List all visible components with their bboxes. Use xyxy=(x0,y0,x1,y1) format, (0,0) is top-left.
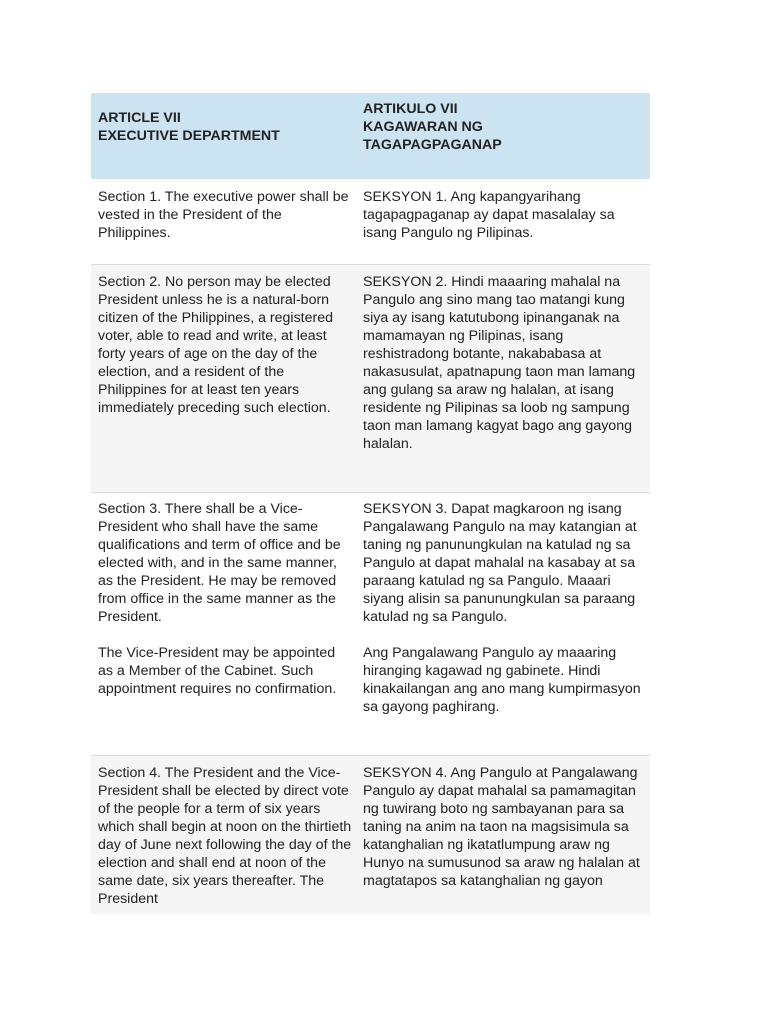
section-2-filipino xyxy=(355,265,650,492)
bilingual-constitution-table xyxy=(91,93,650,914)
table-row xyxy=(91,756,650,914)
section-text: SEKSYON 1. Ang kapangyarihang tagapagpaganap ay dapat masalalay sa isang Pangulo ng Pilipinas. xyxy=(363,189,615,241)
section-1-filipino xyxy=(355,179,650,264)
header-filipino xyxy=(355,93,650,179)
article-title-fil-line-1: KAGAWARAN NG xyxy=(363,119,483,135)
table-row xyxy=(91,179,650,265)
article-number-fil: ARTIKULO VII xyxy=(363,101,458,117)
table-header-row xyxy=(91,93,650,179)
table-row xyxy=(91,265,650,493)
section-text: The Vice-President may be appointed as a Member of the Cabinet. Such appointment requires no confirmation. xyxy=(98,645,337,697)
section-1-english xyxy=(91,179,355,264)
section-text: Section 2. No person may be elected President unless he is a natural-born citizen of the Philippines, a registered voter, able to read and write, at least forty years of age on the day of the election, and a resident of the Philippines for at least ten years immediately preceding such election. xyxy=(98,274,334,416)
section-text: SEKSYON 2. Hindi maaaring mahalal na Pangulo ang sino mang tao matangi kung siya ay isang katutubong ipinanganak na mamamayan ng Pilipinas, isang reshistradong botante, nakababasa at nakasusulat, apatnapung taon man lamang ang gulang sa araw ng halalan, at isang residente ng Pilipinas sa loob ng sampung taon man lamang kagyat bago ang gayong halalan. xyxy=(363,274,636,452)
section-text: Ang Pangalawang Pangulo ay maaaring hiranging kagawad ng gabinete. Hindi kinakailangan ang ano mang kumpirmasyon sa gayong paghirang. xyxy=(363,645,641,715)
section-3-english xyxy=(91,493,355,755)
article-title-en: EXECUTIVE DEPARTMENT xyxy=(98,128,280,144)
section-text: SEKSYON 4. Ang Pangulo at Pangalawang Pangulo ay dapat mahalal sa pamamagitan ng tuwirang boto ng sambayanan para sa taning na anim na taon na magsisimula sa katanghalian ng ikatatlumpung araw ng Hunyo na sumusunod sa araw ng halalan at magtatapos sa katanghalian ng gayon xyxy=(363,765,640,889)
article-number-en: ARTICLE VII xyxy=(98,110,181,126)
section-text: Section 3. There shall be a Vice-President who shall have the same qualifications and term of office and be elected with, and in the same manner, as the President. He may be removed from office in the same manner as the President. xyxy=(98,501,341,625)
section-4-english xyxy=(91,756,355,914)
section-3-filipino xyxy=(355,493,650,755)
section-2-english xyxy=(91,265,355,492)
article-title-fil-line-2: TAGAPAGPAGANAP xyxy=(363,137,502,153)
section-text: Section 4. The President and the Vice-President shall be elected by direct vote of the people for a term of six years which shall begin at noon on the thirtieth day of June next following the day of the election and shall end at noon of the same date, six years thereafter. The President xyxy=(98,765,352,907)
header-english xyxy=(91,93,355,179)
table-row xyxy=(91,493,650,756)
section-text: Section 1. The executive power shall be vested in the President of the Philippines. xyxy=(98,189,349,241)
section-4-filipino xyxy=(355,756,650,914)
section-text: SEKSYON 3. Dapat magkaroon ng isang Pangalawang Pangulo na may katangian at taning ng panunungkulan na katulad ng sa Pangulo at dapat mahalal na kasabay at sa paraang katulad ng sa Pangulo. Maaari siyang alisin sa panunungkulan sa paraang katulad ng sa Pangulo. xyxy=(363,501,637,625)
